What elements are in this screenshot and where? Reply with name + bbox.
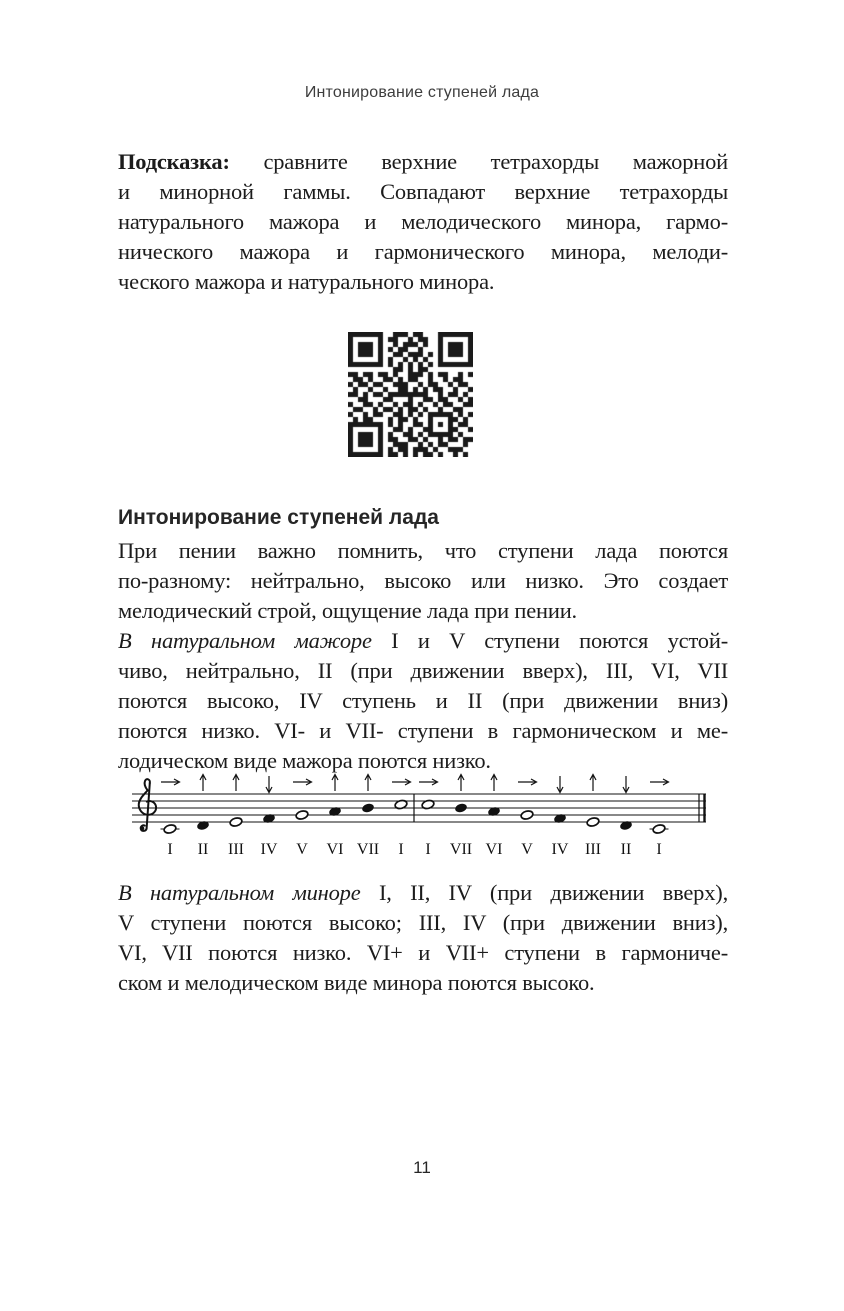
text-line: натурального мажора и мелодического минора, гармо-	[118, 209, 728, 234]
arrow-right-icon	[293, 779, 312, 785]
text-line: В натуральном миноре I, II, IV (при движении вверх),	[118, 880, 728, 905]
note-open	[652, 824, 666, 835]
degree-numeral: VII	[449, 841, 473, 858]
degree-numeral: I	[398, 841, 404, 858]
text-line: ческого мажора и натурального минора.	[118, 269, 495, 294]
degree-numeral: VI	[485, 841, 503, 858]
page-number: 11	[413, 1158, 431, 1177]
arrow-right-icon	[392, 779, 411, 785]
arrow-up-icon	[233, 775, 239, 792]
arrow-right-icon	[650, 779, 669, 785]
treble-clef-icon	[139, 779, 156, 831]
degree-numeral: IV	[551, 841, 569, 858]
degree-numeral: IV	[260, 841, 278, 858]
text-line: и минорной гаммы. Совпадают верхние тетрахорды	[118, 179, 728, 204]
degree-numeral: VII	[356, 841, 380, 858]
text-line: поются низко. VI- и VII- ступени в гармоническом и ме-	[118, 718, 728, 743]
paragraph-minor-scale	[118, 878, 728, 998]
music-staff	[118, 770, 718, 865]
arrow-up-icon	[491, 775, 497, 792]
text-line: поются высоко, IV ступень и II (при движении вниз)	[118, 688, 728, 713]
note-open	[163, 824, 177, 835]
note-open	[295, 810, 309, 821]
paragraph-major-scale	[118, 626, 728, 776]
degree-numeral: VI	[326, 841, 344, 858]
arrow-down-icon	[623, 776, 629, 793]
degree-numeral: I	[167, 841, 173, 858]
text-line: чиво, нейтрально, II (при движении вверх), III, VI, VII	[118, 658, 728, 683]
note-open	[586, 817, 600, 828]
degree-numeral: I	[656, 841, 662, 858]
degree-numeral: II	[620, 841, 632, 858]
text-line: мелодический строй, ощущение лада при пении.	[118, 598, 577, 623]
qr-code	[348, 332, 473, 457]
arrow-right-icon	[419, 779, 438, 785]
note-open	[229, 817, 243, 828]
degree-numeral: V	[521, 841, 533, 858]
paragraph-intro	[118, 536, 728, 626]
paragraph-hint	[118, 147, 728, 297]
text-line: по-разному: нейтрально, высоко или низко. Это создает	[118, 568, 728, 593]
staff-lines	[132, 794, 706, 822]
arrow-down-icon	[266, 776, 272, 793]
degree-numeral: V	[296, 841, 308, 858]
section-heading: Интонирование ступеней лада	[118, 506, 439, 529]
text-line: лодическом виде мажора поются низко.	[118, 748, 491, 773]
arrow-up-icon	[200, 775, 206, 792]
degree-numeral: III	[228, 841, 244, 858]
degree-numeral: III	[585, 841, 601, 858]
text-line: При пении важно помнить, что ступени лада поются	[118, 538, 728, 563]
text-line: нического мажора и гармонического минора, мелоди-	[118, 239, 728, 264]
degree-numeral: I	[425, 841, 431, 858]
note-open	[520, 810, 534, 821]
text-line: Подсказка: сравните верхние тетрахорды мажорной	[118, 149, 728, 174]
arrow-up-icon	[365, 775, 371, 792]
arrow-up-icon	[590, 775, 596, 792]
arrow-right-icon	[518, 779, 537, 785]
qr-code-image	[348, 332, 473, 457]
running-head: Интонирование ступеней лада	[304, 84, 540, 101]
text-line: В натуральном мажоре I и V ступени поются устой-	[118, 628, 728, 653]
note-filled	[361, 803, 375, 814]
arrow-up-icon	[458, 775, 464, 792]
text-line: VI, VII поются низко. VI+ и VII+ ступени в гармониче-	[118, 940, 728, 965]
arrow-down-icon	[557, 776, 563, 793]
arrow-right-icon	[161, 779, 180, 785]
note-filled	[454, 803, 468, 814]
text-line: V ступени поются высоко; III, IV (при движении вниз),	[118, 910, 728, 935]
degree-numeral: II	[197, 841, 209, 858]
arrow-up-icon	[332, 775, 338, 792]
text-line: ском и мелодическом виде минора поются высоко.	[118, 970, 595, 995]
